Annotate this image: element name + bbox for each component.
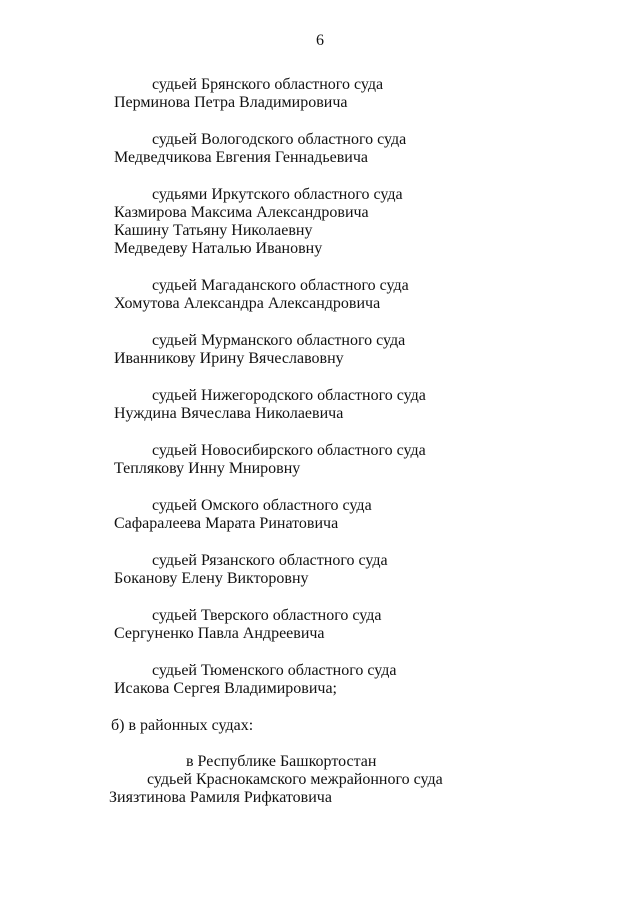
appointee-name: Иванникову Ирину Вячеславовну: [114, 350, 344, 367]
court-title: судьей Вологодского областного суда: [152, 131, 407, 148]
appointee-name: Исакова Сергея Владимировича;: [114, 680, 337, 697]
appointments-list: [0, 76, 640, 807]
court-entry: [0, 76, 640, 112]
court-entry: [0, 607, 640, 643]
court-entry: [0, 277, 640, 313]
court-title: судьей Рязанского областного суда: [152, 552, 388, 569]
regional-courts-section: [0, 76, 640, 698]
court-entry: [0, 131, 640, 167]
appointee-name: Кашину Татьяну Николаевну: [114, 222, 313, 239]
region-name: в Республике Башкортостан: [186, 753, 377, 770]
court-title: судьей Новосибирского областного суда: [152, 442, 426, 459]
appointee-name: Сафаралеева Марата Ринатовича: [114, 515, 339, 532]
court-entry: [0, 442, 640, 478]
court-title: судьей Краснокамского межрайонного суда: [147, 771, 443, 788]
court-title: судьей Магаданского областного суда: [152, 277, 409, 294]
page-number: 6: [316, 32, 324, 49]
appointee-name: Зиязтинова Рамиля Рифкатовича: [109, 789, 332, 806]
appointee-name: Сергуненко Павла Андреевича: [114, 625, 325, 642]
court-title: судьями Иркутского областного суда: [152, 186, 403, 203]
appointee-name: Теплякову Инну Мнировну: [114, 460, 301, 477]
appointee-name: Боканову Елену Викторовну: [114, 570, 309, 587]
appointee-name: Медведчикова Евгения Геннадьевича: [114, 149, 368, 166]
court-entry: [0, 186, 640, 258]
appointee-name: Медведеву Наталью Ивановну: [114, 240, 323, 257]
section-b-heading: б) в районных судах:: [111, 717, 254, 734]
court-title: судьей Мурманского областного суда: [152, 332, 406, 349]
court-entry: [0, 332, 640, 368]
appointee-name: Нуждина Вячеслава Николаевича: [114, 405, 344, 422]
court-entry: [0, 387, 640, 423]
court-title: судьей Омского областного суда: [152, 497, 372, 514]
court-entry: [0, 552, 640, 588]
court-title: судьей Нижегородского областного суда: [152, 387, 426, 404]
court-title: судьей Тверского областного суда: [152, 607, 382, 624]
section-b-entry: [0, 753, 640, 807]
appointee-name: Хомутова Александра Александровича: [114, 295, 381, 312]
court-entry: [0, 662, 640, 698]
appointee-name: Перминова Петра Владимировича: [114, 94, 348, 111]
court-title: судьей Брянского областного суда: [152, 76, 384, 93]
court-entry: [0, 497, 640, 533]
appointee-name: Казмирова Максима Александровича: [114, 204, 369, 221]
court-title: судьей Тюменского областного суда: [152, 662, 397, 679]
